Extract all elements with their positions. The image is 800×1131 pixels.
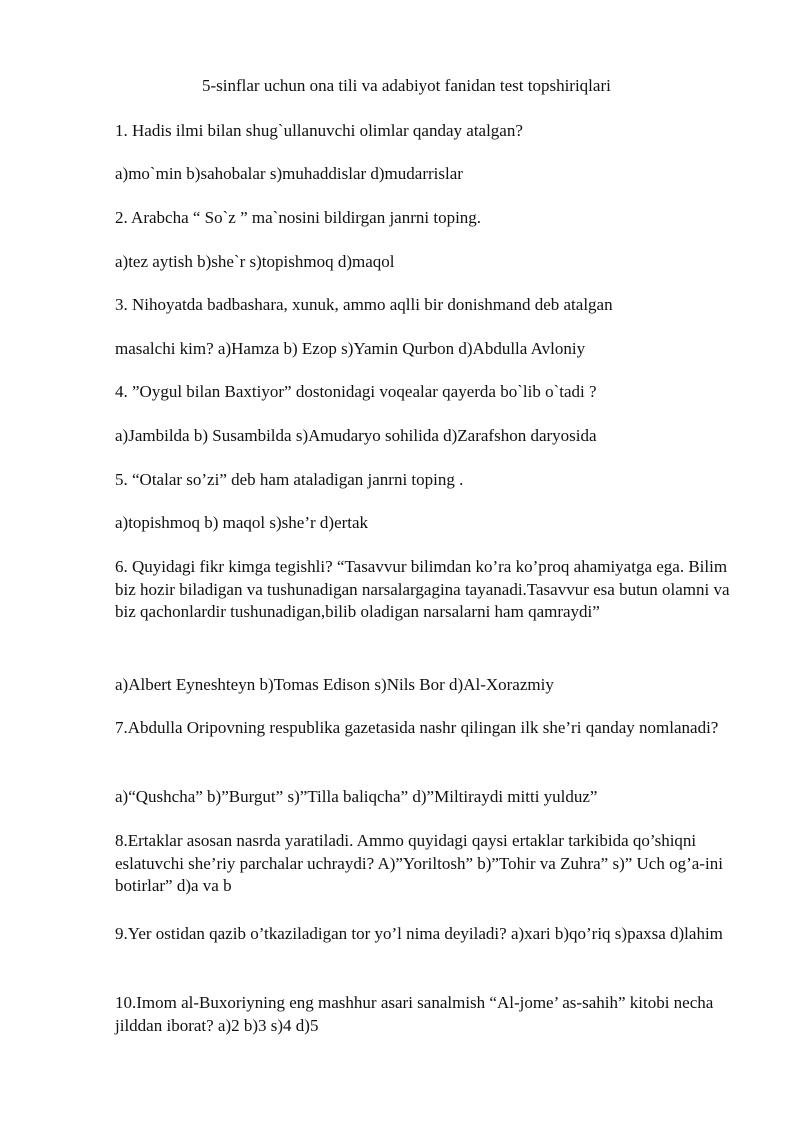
question-10: 10.Imom al-Buxoriyning eng mashhur asari sanalmish “Al-jome’ as-sahih” kitobi necha jilddan iborat? a)2 b)3 s)4 d)5 bbox=[115, 993, 714, 1035]
answers-7: a)“Qushcha” b)”Burgut” s)”Tilla baliqcha” d)”Miltiraydi mitti yulduz” bbox=[115, 787, 598, 806]
question-3: 3. Nihoyatda badbashara, xunuk, ammo aqlli bir donishmand deb atalgan bbox=[115, 295, 613, 314]
question-1: 1. Hadis ilmi bilan shug`ullanuvchi olimlar qanday atalgan? bbox=[115, 121, 523, 140]
question-4: 4. ”Oygul bilan Baxtiyor” dostonidagi voqealar qayerda bo`lib o`tadi ? bbox=[115, 382, 597, 401]
question-9: 9.Yer ostidan qazib o’tkaziladigan tor yo’l nima deyiladi? a)xari b)qo’riq s)paxsa d)lahim bbox=[115, 924, 723, 943]
question-8: 8.Ertaklar asosan nasrda yaratiladi. Ammo quyidagi qaysi ertaklar tarkibida qo’shiqni eslatuvchi she’riy parchalar uchraydi? A)”Yoriltosh” b)”Tohir va Zuhra” s)” Uch og’a-ini botirlar” d)a va b bbox=[115, 831, 723, 895]
answers-4: a)Jambilda b) Susambilda s)Amudaryo sohilida d)Zarafshon daryosida bbox=[115, 426, 597, 445]
question-2: 2. Arabcha “ So`z ” ma`nosini bildirgan janrni toping. bbox=[115, 208, 482, 227]
question-3-continued: masalchi kim? a)Hamza b) Ezop s)Yamin Qurbon d)Abdulla Avloniy bbox=[115, 339, 586, 358]
question-5: 5. “Otalar so’zi” deb ham ataladigan janrni toping . bbox=[115, 470, 464, 489]
question-6: 6. Quyidagi fikr kimga tegishli? “Tasavvur bilimdan ko’ra ko’proq ahamiyatga ega. Bilim biz hozir biladigan va tushunadigan narsalargagina tayanadi.Tasavvur esa butun olamni va biz qachonlardir tushunadigan,bilib oladigan narsalarni ham qamraydi” bbox=[115, 557, 730, 621]
answers-2: a)tez aytish b)she`r s)topishmoq d)maqol bbox=[115, 252, 395, 271]
document-title: 5-sinflar uchun ona tili va adabiyot fanidan test topshiriqlari bbox=[202, 76, 611, 95]
answers-5: a)topishmoq b) maqol s)she’r d)ertak bbox=[115, 513, 369, 532]
question-7: 7.Abdulla Oripovning respublika gazetasida nashr qilingan ilk she’ri qanday nomlanadi? bbox=[115, 718, 719, 737]
answers-6: a)Albert Eyneshteyn b)Tomas Edison s)Nils Bor d)Al-Xorazmiy bbox=[115, 675, 554, 694]
answers-1: a)mo`min b)sahobalar s)muhaddislar d)mudarrislar bbox=[115, 164, 463, 183]
